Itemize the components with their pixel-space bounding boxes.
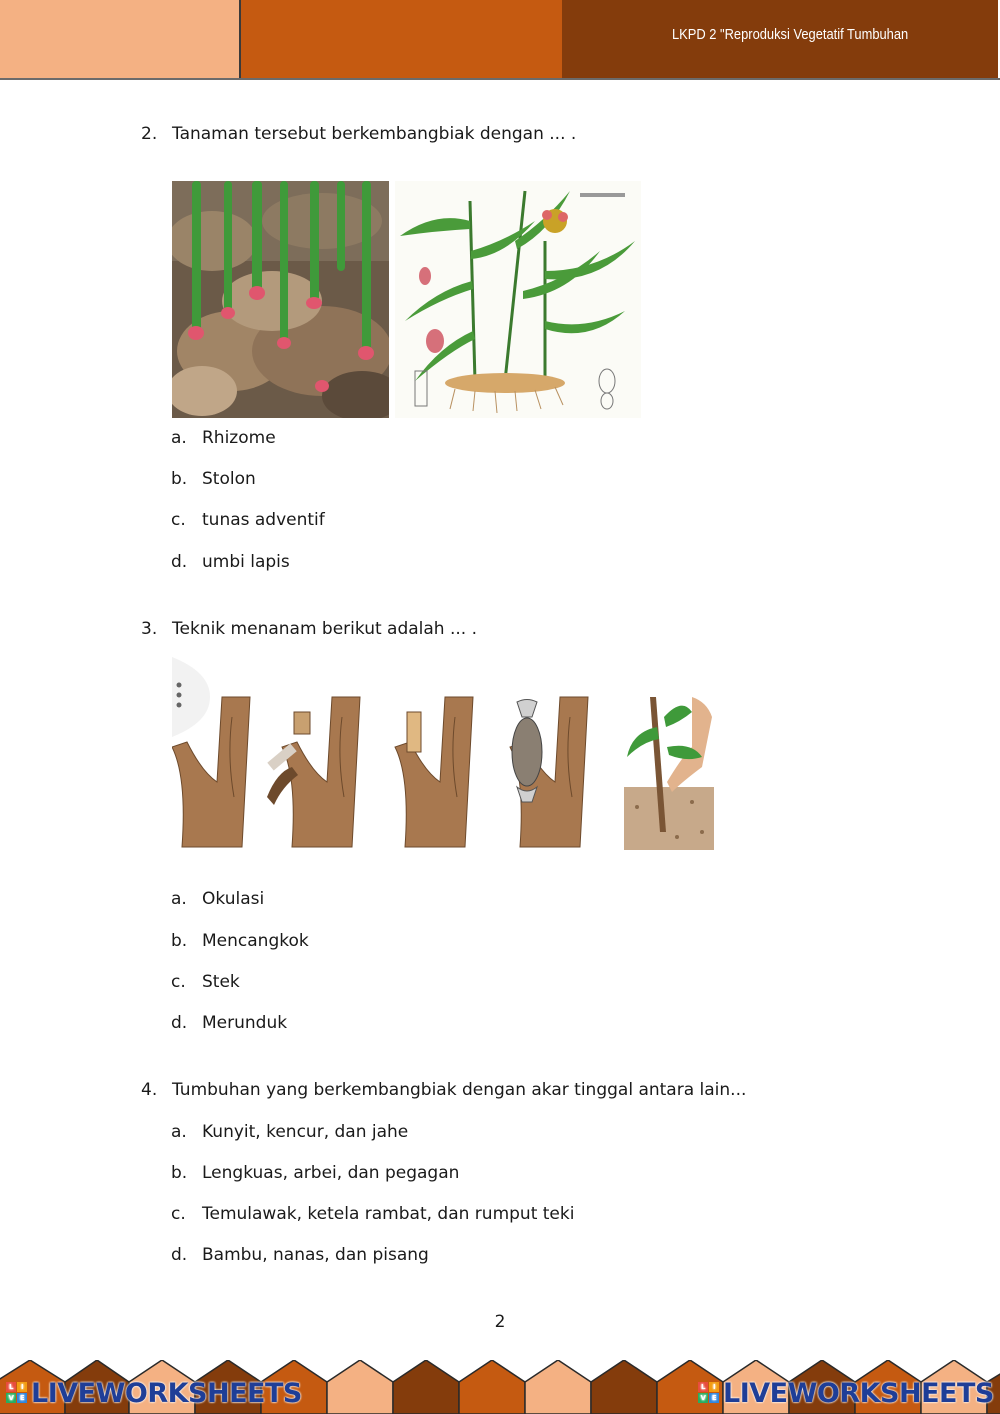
grafting-steps-illustration: [172, 657, 717, 852]
option-letter: c.: [171, 510, 186, 530]
q3-option-a[interactable]: [171, 889, 264, 909]
q3-option-d[interactable]: [171, 1013, 287, 1033]
ginger-botanical-illustration: [395, 181, 641, 418]
option-text: Mencangkok: [202, 931, 309, 951]
q3-option-c[interactable]: [171, 972, 240, 992]
page-header: [0, 0, 1000, 80]
watermark-text: LIVEWORKSHEETS: [723, 1378, 994, 1409]
option-letter: c.: [171, 1204, 186, 1224]
ginger-rhizome-photo: [172, 181, 389, 418]
option-text: Stek: [202, 972, 240, 992]
watermark-text: LIVEWORKSHEETS: [31, 1378, 302, 1409]
liveworksheets-logo-icon: L I V E: [6, 1382, 28, 1404]
q2-option-c[interactable]: [171, 510, 325, 530]
q2-option-a[interactable]: [171, 428, 276, 448]
option-letter: a.: [171, 428, 187, 448]
option-text: Okulasi: [202, 889, 265, 909]
question-text: Tanaman tersebut berkembangbiak dengan ... .: [172, 124, 577, 144]
option-letter: b.: [171, 469, 188, 489]
q2-option-b[interactable]: [171, 469, 256, 489]
q4-option-b[interactable]: [171, 1163, 459, 1183]
option-text: umbi lapis: [202, 552, 290, 572]
option-text: Bambu, nanas, dan pisang: [202, 1245, 429, 1265]
liveworksheets-watermark-left: [6, 1378, 302, 1409]
question-4: [141, 1080, 746, 1100]
option-text: Merunduk: [202, 1013, 288, 1033]
liveworksheets-watermark-right: [698, 1378, 994, 1409]
option-letter: d.: [171, 1013, 188, 1033]
option-letter: d.: [171, 1245, 188, 1265]
option-text: tunas adventif: [202, 510, 325, 530]
q4-option-c[interactable]: [171, 1204, 574, 1224]
q2-option-d[interactable]: [171, 552, 290, 572]
option-letter: a.: [171, 889, 187, 909]
question-text: Teknik menanam berikut adalah ... .: [172, 619, 478, 639]
option-text: Temulawak, ketela rambat, dan rumput teki: [202, 1204, 575, 1224]
option-text: Rhizome: [202, 428, 276, 448]
option-letter: b.: [171, 931, 188, 951]
q4-option-d[interactable]: [171, 1245, 429, 1265]
option-text: Lengkuas, arbei, dan pegagan: [202, 1163, 460, 1183]
question-number: 3.: [141, 619, 158, 639]
option-text: Kunyit, kencur, dan jahe: [202, 1122, 409, 1142]
liveworksheets-logo-icon: L I V E: [698, 1382, 720, 1404]
option-letter: a.: [171, 1122, 187, 1142]
question-3: [141, 619, 477, 639]
question-text: Tumbuhan yang berkembangbiak dengan akar tinggal antara lain...: [172, 1080, 747, 1100]
page-number: 2: [494, 1312, 506, 1332]
header-band-orange: [241, 0, 562, 78]
option-letter: b.: [171, 1163, 188, 1183]
question-2: [141, 124, 576, 144]
q3-option-b[interactable]: [171, 931, 309, 951]
header-band-light: [0, 0, 241, 78]
header-divider: [0, 78, 1000, 80]
header-title: LKPD 2 "Reproduksi Vegetatif Tumbuhan: [672, 26, 909, 43]
option-letter: d.: [171, 552, 188, 572]
question-number: 4.: [141, 1080, 158, 1100]
option-text: Stolon: [202, 469, 256, 489]
question-number: 2.: [141, 124, 158, 144]
q4-option-a[interactable]: [171, 1122, 408, 1142]
option-letter: c.: [171, 972, 186, 992]
